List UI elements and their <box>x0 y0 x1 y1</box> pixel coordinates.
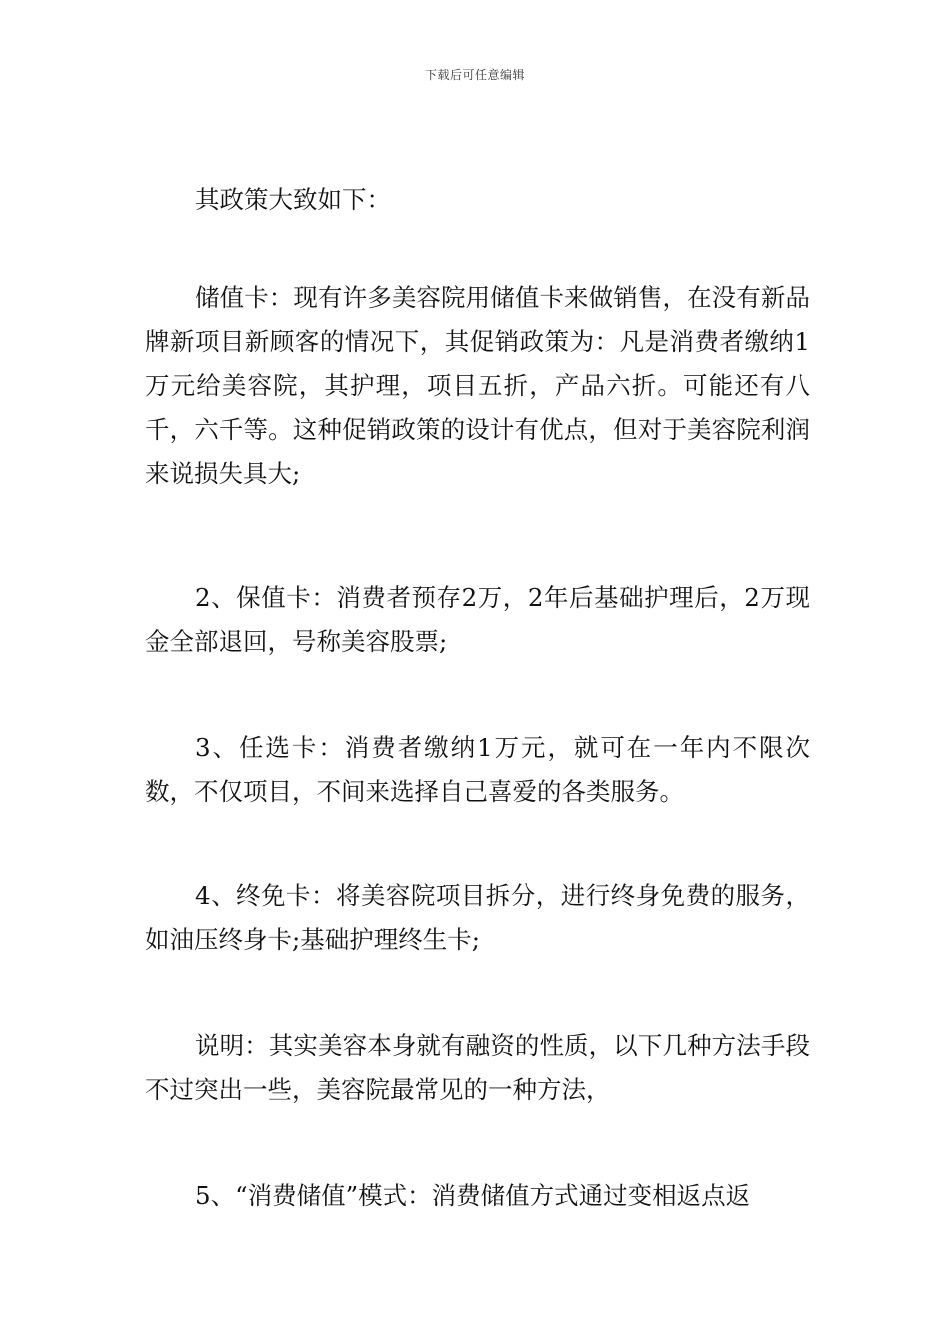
paragraph-stored-value-card: 储值卡：现有许多美容院用储值卡来做销售，在没有新品牌新项目新顾客的情况下，其促销政策为：凡是消费者缴纳1万元给美容院，其护理，项目五折，产品六折。可能还有八千，六千等。这种促销政策的设计有优点，但对于美容院利润来说损失具大; <box>145 283 810 488</box>
paragraph-intro: 其政策大致如下： <box>195 185 391 214</box>
paragraph-explanation: 说明：其实美容本身就有融资的性质，以下几种方法手段不过突出一些，美容院最常见的一种方法， <box>145 1031 810 1104</box>
paragraph-consumption-storage: 5、“消费储值”模式：消费储值方式通过变相返点返 <box>195 1181 751 1210</box>
paragraph-lifetime-free-card: 4、终免卡：将美容院项目拆分，进行终身免费的服务，如油压终身卡;基础护理终生卡; <box>145 881 810 954</box>
paragraph-optional-card: 3、任选卡：消费者缴纳1万元，就可在一年内不限次数，不仅项目，不间来选择自己喜爱的各类服务。 <box>145 733 810 806</box>
paragraph-value-preserving-card: 2、保值卡：消费者预存2万，2年后基础护理后，2万现金全部退回，号称美容股票; <box>145 583 810 656</box>
page-header: 下载后可任意编辑 <box>424 68 525 82</box>
